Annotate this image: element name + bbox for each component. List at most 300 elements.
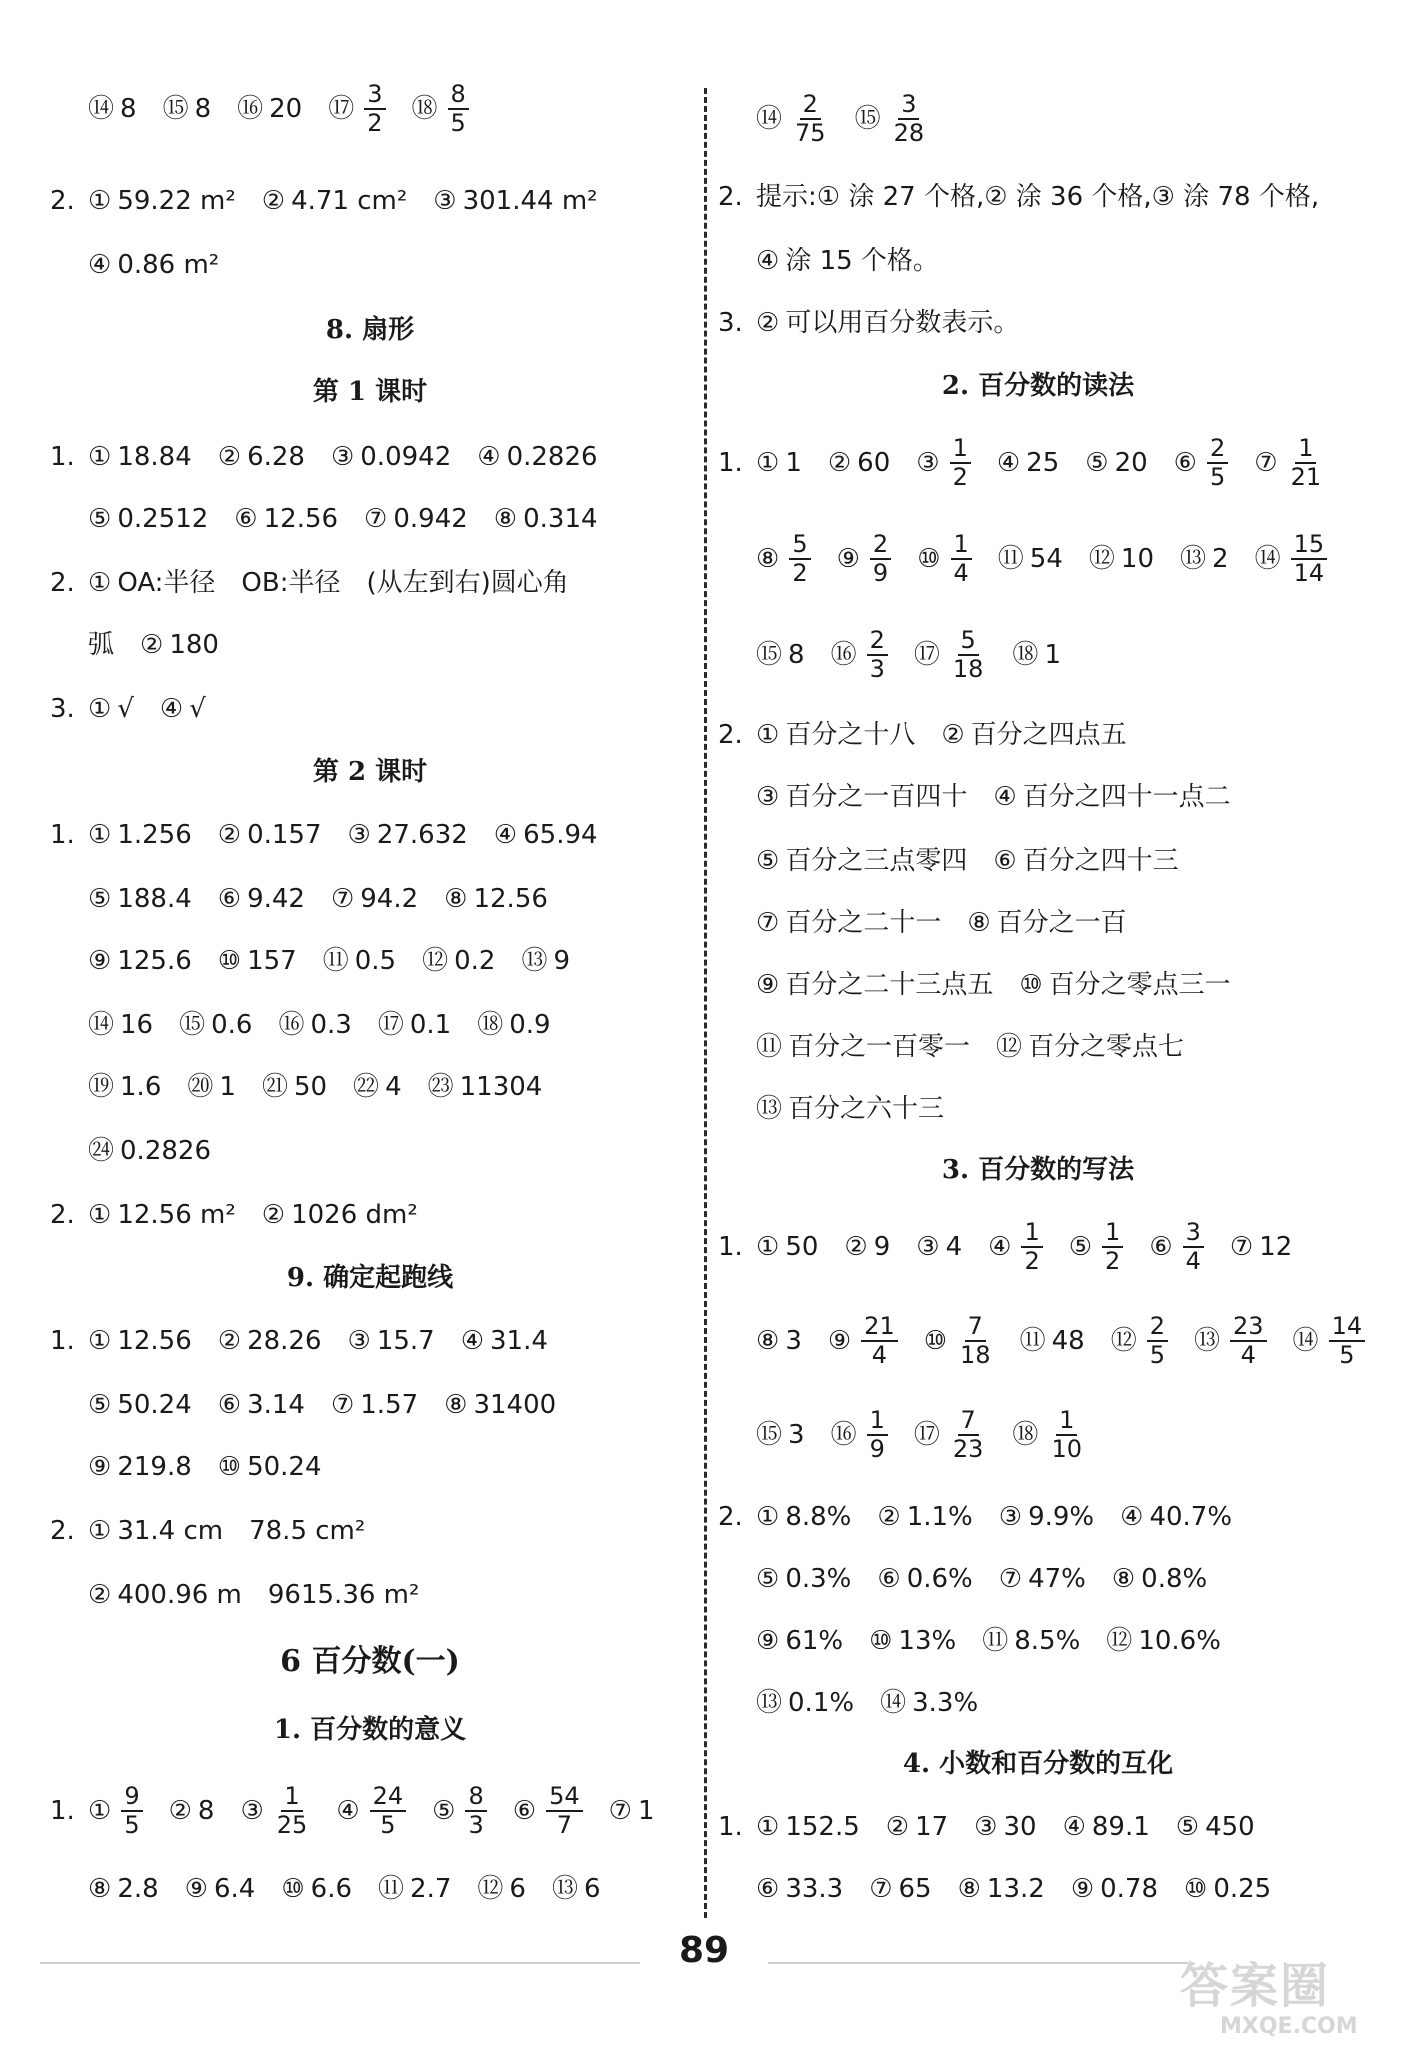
- fraction-denominator: 4: [953, 559, 969, 587]
- answer-item: [218, 941, 297, 981]
- answer-item: [855, 88, 928, 150]
- circled-index: ㉓: [427, 1071, 454, 1102]
- answer-value: 6: [583, 1873, 601, 1904]
- circled-index: ⑬: [756, 1093, 783, 1124]
- circled-index: ⑮: [162, 93, 189, 124]
- circled-index: ⑥: [512, 1795, 537, 1826]
- answer-line: [50, 1779, 680, 1841]
- fraction-denominator: 75: [795, 119, 826, 147]
- answer-item: [1111, 1310, 1168, 1372]
- answer-item: [378, 1005, 451, 1045]
- circled-index: ③: [974, 1811, 998, 1842]
- answer-value: 28.26: [247, 1325, 322, 1356]
- answer-line: [718, 1215, 1318, 1277]
- fraction: [364, 81, 385, 137]
- answer-value: 4.71 cm²: [291, 185, 408, 216]
- circled-index: ⑯: [830, 639, 857, 670]
- circled-index: ②: [885, 1811, 910, 1842]
- circled-index: ③: [240, 1795, 264, 1826]
- answer-item: [432, 1780, 487, 1842]
- question-number: 1.: [50, 1325, 75, 1356]
- answer-value: 1026 dm²: [291, 1199, 418, 1230]
- answer-item: [916, 432, 971, 494]
- answer-item: [422, 941, 495, 981]
- answer-value: 10: [1120, 543, 1154, 574]
- circled-index: ⑱: [1012, 639, 1039, 670]
- answer-value: 百分之零点三一: [1048, 969, 1231, 1000]
- answer-value: 0.0942: [360, 441, 452, 472]
- answer-item: [262, 1067, 327, 1107]
- answer-item: [982, 1621, 1080, 1661]
- circled-index: ⑱: [1012, 1419, 1039, 1450]
- answer-item: [1069, 1216, 1124, 1278]
- answer-item: [88, 1447, 192, 1487]
- answer-value: 33.3: [785, 1873, 844, 1904]
- fraction-numerator: 1: [1295, 435, 1316, 464]
- answer-item: [477, 437, 597, 477]
- answer-item: [1149, 1216, 1204, 1278]
- circled-index: ⑮: [756, 1419, 783, 1450]
- circled-index: ①: [756, 1811, 780, 1842]
- answer-item: [444, 879, 548, 919]
- answer-item: [869, 1621, 956, 1661]
- answer-line: [50, 1384, 582, 1424]
- answer-item: [218, 1321, 322, 1361]
- section-heading: 第 1 课时: [312, 377, 428, 407]
- answer-item: [331, 879, 418, 919]
- answer-item: [461, 1321, 548, 1361]
- answer-value: 40.7%: [1149, 1501, 1233, 1532]
- answer-item: [756, 1404, 805, 1466]
- circled-index: ②: [261, 185, 286, 216]
- answer-item: [756, 1027, 970, 1067]
- answer-line: [718, 1806, 1281, 1846]
- answer-value: 0.2512: [117, 503, 209, 534]
- circled-index: ②: [168, 1795, 192, 1826]
- circled-index: ㉒: [353, 1071, 380, 1102]
- answer-value: 12.56: [473, 883, 548, 914]
- circled-index: ⑬: [756, 1687, 783, 1718]
- answer-value: 0.25: [1213, 1873, 1272, 1904]
- answer-line: [718, 714, 1153, 754]
- answer-value: 13%: [898, 1625, 957, 1656]
- question-number: 1.: [50, 441, 75, 472]
- watermark-line1: 答案圈: [1180, 1958, 1331, 2014]
- answer-item: [756, 965, 993, 1005]
- answer-value: 30: [1003, 1811, 1037, 1842]
- page-number: 89: [660, 1930, 748, 1971]
- circled-index: ⑭: [1254, 543, 1281, 574]
- answer-item: [756, 1869, 843, 1909]
- circled-index: ③: [998, 1501, 1023, 1532]
- answer-value: 4: [945, 1231, 963, 1262]
- answer-item: [917, 528, 972, 590]
- circled-index: ⑪: [322, 945, 349, 976]
- answer-value: 弧: [88, 629, 115, 660]
- answer-item: [88, 1005, 153, 1045]
- answer-item: [924, 1310, 994, 1372]
- fraction-denominator: 2: [1024, 1247, 1040, 1275]
- circled-index: ⑥: [217, 883, 242, 914]
- answer-item: [756, 1089, 944, 1129]
- answer-item: [336, 1780, 406, 1842]
- answer-item: [1194, 1310, 1267, 1372]
- circled-index: ②: [756, 307, 780, 338]
- answer-item: [997, 432, 1059, 494]
- answer-line: [50, 1066, 568, 1106]
- circled-index: ②: [88, 1579, 112, 1610]
- fraction: [950, 1407, 987, 1463]
- answer-value: 6.4: [213, 1873, 256, 1904]
- answer-item: [756, 177, 1319, 217]
- answer-value: 0.2: [454, 945, 496, 976]
- answer-value: 8.8%: [785, 1501, 852, 1532]
- answer-item: [88, 1780, 143, 1842]
- answer-value: 10.6%: [1138, 1625, 1221, 1656]
- answer-value: 1: [785, 447, 802, 478]
- answer-line: [718, 623, 1087, 685]
- circled-index: ③: [347, 1325, 371, 1356]
- answer-item: [1230, 1216, 1292, 1278]
- circled-index: ⑩: [281, 1873, 305, 1904]
- circled-index: ③: [756, 781, 780, 812]
- section-heading: 3. 百分数的写法: [941, 1155, 1135, 1185]
- circled-index: ①: [88, 1199, 112, 1230]
- circled-index: ㉔: [88, 1135, 115, 1166]
- answer-item: [1254, 432, 1324, 494]
- answer-item: [218, 815, 322, 855]
- fraction-numerator: 1: [867, 1407, 888, 1436]
- question-number: 2.: [50, 567, 75, 598]
- circled-index: ③: [916, 1231, 940, 1262]
- answer-line: [50, 1320, 574, 1360]
- circled-index: ⑧: [967, 907, 991, 938]
- answer-line: [50, 180, 624, 220]
- answer-item: [756, 528, 811, 590]
- fraction: [867, 627, 888, 683]
- fraction: [891, 91, 928, 147]
- circled-index: ②: [140, 629, 164, 660]
- question-number: 2.: [718, 181, 743, 212]
- fraction-numerator: 1: [1056, 1407, 1077, 1436]
- answer-value: 8: [197, 1795, 215, 1826]
- question-number: 1.: [718, 1231, 743, 1262]
- fraction-numerator: 8: [448, 81, 469, 110]
- circled-index: ④: [756, 245, 780, 276]
- answer-item: [353, 1067, 402, 1107]
- circled-index: ⑦: [330, 883, 355, 914]
- circled-index: ⑭: [88, 1009, 115, 1040]
- answer-item: [999, 1559, 1086, 1599]
- answer-value: 8: [194, 93, 212, 124]
- circled-index: ②: [827, 447, 852, 478]
- answer-value: 31400: [473, 1389, 557, 1420]
- answer-item: [187, 1067, 236, 1107]
- circled-index: ⑭: [88, 93, 115, 124]
- circled-index: ⑦: [756, 907, 780, 938]
- answer-line: [50, 498, 624, 538]
- circled-index: ①: [88, 819, 112, 850]
- answer-value: 0.6: [211, 1009, 253, 1040]
- answer-value: 50.24: [117, 1389, 192, 1420]
- circled-index: ③: [916, 447, 940, 478]
- answer-item: [756, 903, 941, 943]
- circled-index: ⑩: [217, 1451, 242, 1482]
- answer-item: [378, 1869, 451, 1909]
- circled-index: ⑯: [237, 93, 264, 124]
- fraction-numerator: 8: [465, 1783, 486, 1812]
- fraction-numerator: 3: [364, 81, 385, 110]
- fraction-numerator: 2: [1207, 435, 1228, 464]
- answer-item: [756, 1559, 851, 1599]
- answer-line: [718, 902, 1153, 942]
- circled-index: ⑲: [88, 1071, 115, 1102]
- answer-line: [718, 1868, 1297, 1908]
- answer-value: 百分之零点七: [1028, 1031, 1185, 1062]
- answer-value: 2.7: [410, 1873, 452, 1904]
- answer-value: 54: [1029, 543, 1063, 574]
- answer-item: [163, 78, 212, 140]
- answer-value: 0.157: [247, 819, 322, 850]
- answer-value: 8: [788, 639, 805, 670]
- fraction-numerator: 3: [898, 91, 919, 120]
- answer-item: [998, 528, 1063, 590]
- answer-line: [50, 688, 232, 728]
- answer-item: [831, 624, 888, 686]
- circled-index: ⑦: [330, 1389, 355, 1420]
- fraction: [1288, 435, 1325, 491]
- answer-item: [218, 437, 305, 477]
- fraction-denominator: 4: [1240, 1341, 1256, 1369]
- circled-index: ⑧: [756, 543, 780, 574]
- answer-item: [877, 1497, 972, 1537]
- fraction: [546, 1783, 583, 1839]
- answer-item: [756, 241, 939, 281]
- question-number: 2.: [50, 185, 75, 216]
- answer-value: 1.6: [120, 1071, 162, 1102]
- circled-index: ⑧: [957, 1873, 981, 1904]
- fraction-numerator: 3: [1183, 1219, 1204, 1248]
- fraction: [1230, 1313, 1267, 1369]
- answer-item: [477, 1869, 526, 1909]
- circled-index: ③: [433, 185, 457, 216]
- answer-item: [278, 1005, 351, 1045]
- question-number: 2.: [718, 1501, 743, 1532]
- answer-item: [366, 563, 568, 603]
- circled-index: ⑩: [1019, 969, 1043, 1000]
- answer-line: [50, 1574, 445, 1614]
- circled-index: ㉑: [261, 1071, 288, 1102]
- fraction: [951, 531, 972, 587]
- section-heading: 1. 百分数的意义: [273, 1715, 467, 1745]
- answer-item: [364, 499, 468, 539]
- answer-item: [756, 1683, 854, 1723]
- circled-index: ④: [159, 693, 184, 724]
- answer-line: [718, 87, 953, 149]
- footer-rule-right: [768, 1962, 1188, 1964]
- answer-value: 3: [788, 1419, 805, 1450]
- answer-value: 涂 15 个格。: [785, 245, 939, 276]
- answer-line: [50, 940, 596, 980]
- fraction-denominator: 5: [380, 1811, 396, 1839]
- answer-item: [185, 1869, 256, 1909]
- answer-item: [609, 1780, 655, 1842]
- answer-item: [1112, 1559, 1207, 1599]
- circled-index: ⑧: [444, 1389, 468, 1420]
- answer-item: [831, 1404, 888, 1466]
- answer-value: √: [189, 693, 206, 724]
- answer-item: [1089, 528, 1154, 590]
- answer-value: 0.78: [1100, 1873, 1159, 1904]
- answer-value: 6.28: [247, 441, 305, 472]
- circled-index: ⑦: [608, 1795, 632, 1826]
- answer-item: [1180, 528, 1229, 590]
- circled-index: ⑨: [1070, 1873, 1095, 1904]
- circled-index: ⑪: [756, 1031, 783, 1062]
- fraction-numerator: 1: [1021, 1219, 1042, 1248]
- answer-item: [756, 1497, 851, 1537]
- answer-line: [50, 1130, 237, 1170]
- answer-item: [88, 78, 137, 140]
- answer-item: [1176, 1807, 1255, 1847]
- fraction-numerator: 7: [965, 1313, 986, 1342]
- answer-item: [914, 624, 987, 686]
- answer-line: [50, 1446, 348, 1486]
- circled-index: ⑩: [1184, 1873, 1208, 1904]
- circled-index: ⑧: [756, 1325, 780, 1356]
- circled-index: ⑧: [88, 1873, 112, 1904]
- circled-index: ⑮: [179, 1009, 206, 1040]
- answer-item: [241, 563, 340, 603]
- circled-index: ⑨: [756, 969, 780, 1000]
- fraction-numerator: 7: [958, 1407, 979, 1436]
- answer-value: 2.8: [117, 1873, 159, 1904]
- answer-item: [88, 815, 192, 855]
- answer-item: [234, 499, 338, 539]
- answer-line: [718, 176, 1345, 216]
- fraction: [1291, 531, 1328, 587]
- fraction: [1329, 1313, 1366, 1369]
- answer-item: [88, 1869, 159, 1909]
- answer-value: 1: [637, 1795, 655, 1826]
- circled-index: ⑳: [187, 1071, 214, 1102]
- answer-line: [718, 527, 1353, 589]
- circled-index: ⑦: [1229, 1231, 1254, 1262]
- fraction-denominator: 7: [556, 1811, 572, 1839]
- fraction: [1102, 1219, 1123, 1275]
- fraction: [1021, 1219, 1042, 1275]
- answer-value: 48: [1051, 1325, 1085, 1356]
- circled-index: ①: [88, 1795, 112, 1826]
- answer-value: 50: [293, 1071, 328, 1102]
- answer-value: 125.6: [117, 945, 192, 976]
- answer-item: [1020, 1310, 1085, 1372]
- fraction-denominator: 2: [367, 109, 383, 137]
- answer-value: 157: [247, 945, 297, 976]
- fraction-denominator: 14: [1293, 559, 1325, 587]
- circled-index: ⑥: [1173, 447, 1197, 478]
- answer-value: 0.314: [523, 503, 598, 534]
- answer-item: [331, 1385, 418, 1425]
- circled-index: ②: [217, 819, 242, 850]
- circled-index: ⑩: [923, 1325, 948, 1356]
- answer-item: [756, 715, 915, 755]
- circled-index: ⑭: [756, 103, 783, 134]
- answer-value: 12.56: [117, 1325, 192, 1356]
- answer-value: 可以用百分数表示。: [785, 307, 1020, 338]
- circled-index: ⑦: [1254, 447, 1278, 478]
- answer-item: [1071, 1869, 1158, 1909]
- answer-item: [756, 1310, 802, 1372]
- circled-index: ⑩: [917, 543, 941, 574]
- answer-item: [996, 1027, 1184, 1067]
- circled-index: ④: [460, 1325, 485, 1356]
- circled-index: ①: [88, 1325, 112, 1356]
- circled-index: ⑫: [477, 1873, 504, 1904]
- answer-item: [974, 1807, 1036, 1847]
- answer-item: [240, 1780, 310, 1842]
- answer-line: [50, 1510, 391, 1550]
- fraction-denominator: 28: [893, 119, 925, 147]
- circled-index: ①: [756, 1231, 780, 1262]
- circled-index: ④: [1062, 1811, 1086, 1842]
- answer-value: 0.9: [509, 1009, 551, 1040]
- answer-item: [412, 78, 469, 140]
- circled-index: ④: [88, 249, 112, 280]
- circled-index: ⑧: [1111, 1563, 1136, 1594]
- answer-value: 50: [785, 1231, 819, 1262]
- answer-value: 18.84: [117, 441, 192, 472]
- fraction-numerator: 2: [1147, 1313, 1168, 1342]
- answer-value: 2: [1212, 543, 1229, 574]
- answer-value: 1.1%: [906, 1501, 973, 1532]
- circled-index: ⑥: [1149, 1231, 1173, 1262]
- answer-value: 0.8%: [1141, 1563, 1208, 1594]
- circled-index: ⑨: [836, 543, 860, 574]
- fraction-denominator: 25: [276, 1811, 308, 1839]
- answer-item: [756, 1621, 843, 1661]
- answer-item: [88, 1511, 223, 1551]
- answer-line: [718, 1620, 1247, 1660]
- answer-item: [237, 78, 302, 140]
- answer-item: [914, 1404, 987, 1466]
- answer-value: 219.8: [117, 1451, 192, 1482]
- answer-item: [1255, 528, 1328, 590]
- circled-index: ⑬: [1180, 543, 1207, 574]
- answer-value: 1: [219, 1071, 236, 1102]
- answer-item: [837, 528, 892, 590]
- answer-line: [50, 1868, 627, 1908]
- answer-item: [88, 1321, 192, 1361]
- fraction-numerator: 23: [1230, 1313, 1267, 1342]
- footer-rule-left: [40, 1962, 640, 1964]
- answer-line: [718, 840, 1205, 880]
- answer-value: (从左到右)圆心角: [366, 567, 569, 598]
- fraction-numerator: 2: [800, 91, 821, 120]
- answer-item: [967, 903, 1126, 943]
- answer-item: [88, 1575, 242, 1615]
- fraction-denominator: 5: [1209, 463, 1226, 491]
- circled-index: ⑭: [880, 1687, 907, 1718]
- circled-index: ⑪: [997, 543, 1024, 574]
- fraction-denominator: 9: [869, 1435, 885, 1463]
- answer-item: [756, 303, 1019, 343]
- answer-value: 9: [873, 1231, 891, 1262]
- answer-item: [1012, 1404, 1085, 1466]
- circled-index: ⑧: [493, 503, 518, 534]
- circled-index: ⑰: [328, 93, 355, 124]
- question-number: 1.: [50, 1795, 75, 1826]
